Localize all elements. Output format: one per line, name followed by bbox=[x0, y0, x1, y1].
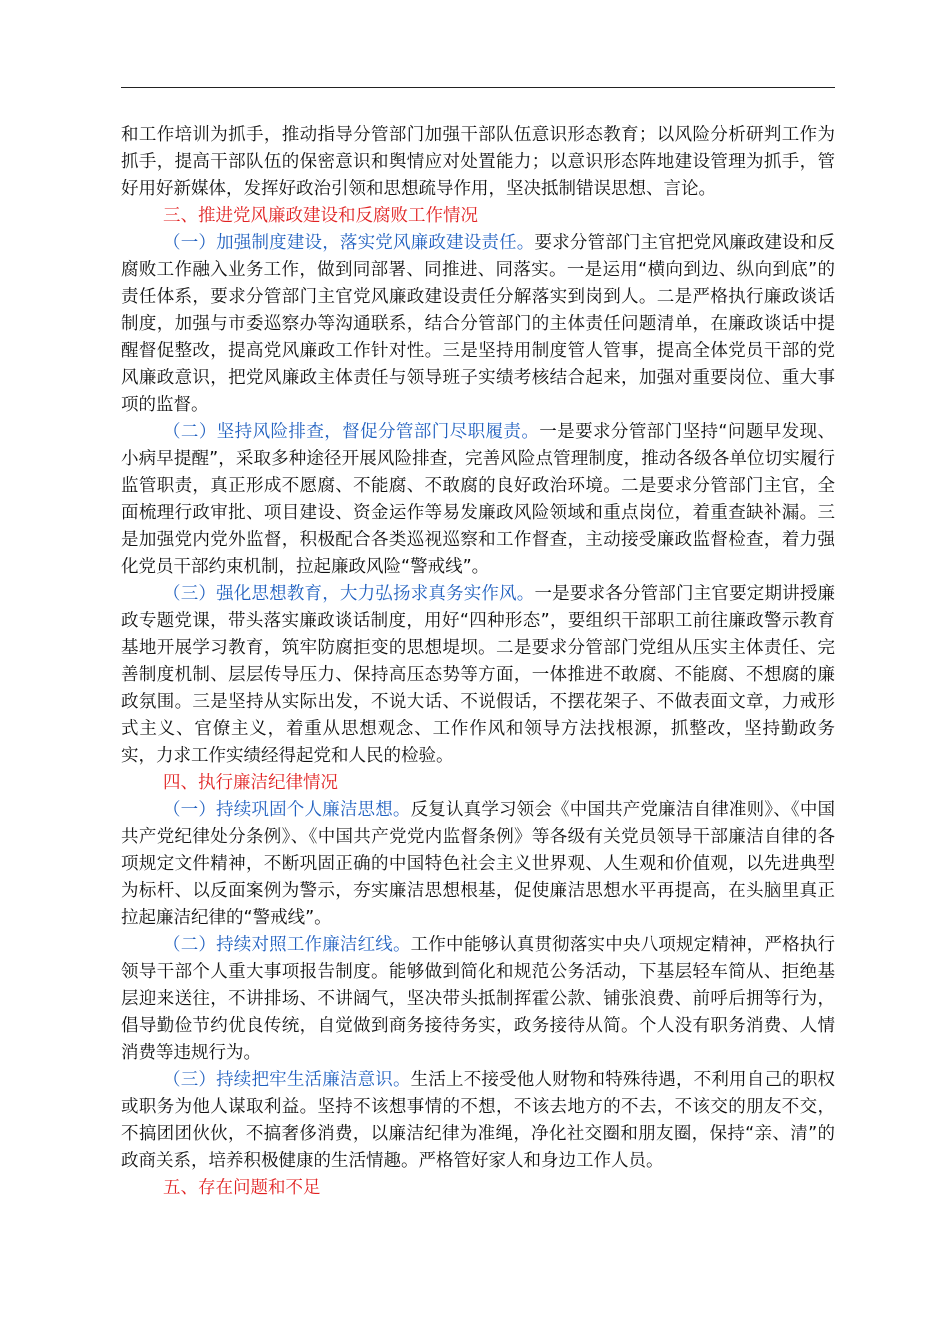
intro-paragraph: 和工作培训为抓手，推动指导分管部门加强干部队伍意识形态教育；以风险分析研判工作为抓手，提高干部队伍的保密意识和舆情应对处置能力；以意识形态阵地建设管理为抓手，管好用好新媒体，发挥好政治引领和思想疏导作用，坚决抵制错误思想、言论。 bbox=[121, 125, 835, 199]
section-4-item-3-body: 生活上不接受他人财物和特殊待遇，不利用自己的职权或职务为他人谋取利益。坚持不该想事情的不想，不该去地方的不去，不该交的朋友不交，不搞团团伙伙，不搞奢侈消费，以廉洁纪律为准绳，净化社交圈和朋友圈，保持“亲、清”的政商关系，培养积极健康的生活情趣。严格管好家人和身边工作人员。 bbox=[121, 1070, 836, 1171]
section-4-item-1 bbox=[121, 797, 835, 932]
section-5-heading: 五、存在问题和不足 bbox=[163, 1178, 321, 1198]
section-3-item-1-body: 要求分管部门主官把党风廉政建设和反腐败工作融入业务工作，做到同部署、同推进、同落实。一是运用“横向到边、纵向到底”的责任体系，要求分管部门主官党风廉政建设责任分解落实到岗到人。二是严格执行廉政谈话制度，加强与市委巡察办等沟通联系，结合分管部门的主体责任问题清单，在廉政谈话中提醒督促整改，提高党风廉政工作针对性。三是坚持用制度管人管事，提高全体党员干部的党风廉政意识，把党风廉政主体责任与领导班子实绩考核结合起来，加强对重要岗位、重大事项的监督。 bbox=[121, 233, 836, 415]
section-4-heading: 四、执行廉洁纪律情况 bbox=[163, 773, 338, 793]
section-3-item-2 bbox=[121, 419, 835, 581]
section-4-item-2-body: 工作中能够认真贯彻落实中央八项规定精神，严格执行领导干部个人重大事项报告制度。能够做到简化和规范公务活动，下基层轻车简从、拒绝基层迎来送往，不讲排场、不讲阔气，坚决带头抵制挥霍公款、铺张浪费、前呼后拥等行为，倡导勤俭节约优良传统，自觉做到商务接待务实，政务接待从简。个人没有职务消费、人情消费等违规行为。 bbox=[121, 935, 836, 1063]
section-4-item-1-body: 反复认真学习领会《中国共产党廉洁自律准则》、《中国共产党纪律处分条例》、《中国共产党党内监督条例》等各级有关党员领导干部廉洁自律的各项规定文件精神，不断巩固正确的中国特色社会主义世界观、人生观和价值观，以先进典型为标杆、以反面案例为警示，夯实廉洁思想根基，促使廉洁思想水平再提高，在头脑里真正拉起廉洁纪律的“警戒线”。 bbox=[121, 800, 835, 928]
section-3-item-2-title: （二）坚持风险排查，督促分管部门尽职履责。 bbox=[163, 422, 540, 442]
section-4-item-1-title: （一）持续巩固个人廉洁思想。 bbox=[163, 800, 411, 820]
section-3-heading: 三、推进党风廉政建设和反腐败工作情况 bbox=[163, 206, 478, 226]
section-3-item-1 bbox=[121, 230, 835, 419]
section-3-item-3 bbox=[121, 581, 835, 770]
header-rule bbox=[121, 87, 835, 88]
section-3-item-1-title: （一）加强制度建设，落实党风廉政建设责任。 bbox=[163, 233, 535, 253]
section-4-item-2 bbox=[121, 932, 835, 1067]
section-3-item-3-body: 一是要求各分管部门主官要定期讲授廉政专题党课，带头落实廉政谈话制度，用好“四种形态”，要组织干部职工前往廉政警示教育基地开展学习教育，筑牢防腐拒变的思想堤坝。二是要求分管部门党组从压实主体责任、完善制度机制、层层传导压力、保持高压态势等方面，一体推进不敢腐、不能腐、不想腐的廉政氛围。三是坚持从实际出发，不说大话、不说假话，不摆花架子、不做表面文章，力戒形式主义、官僚主义，着重从思想观念、工作作风和领导方法找根源，抓整改，坚持勤政务实，力求工作实绩经得起党和人民的检验。 bbox=[121, 584, 836, 766]
section-4-item-2-title: （二）持续对照工作廉洁红线。 bbox=[163, 935, 411, 955]
document-body bbox=[121, 122, 835, 1202]
section-4-item-3 bbox=[121, 1067, 835, 1175]
section-3-item-3-title: （三）强化思想教育，大力弘扬求真务实作风。 bbox=[163, 584, 535, 604]
section-4-item-3-title: （三）持续把牢生活廉洁意识。 bbox=[163, 1070, 411, 1090]
section-3-item-2-body: 一是要求分管部门坚持“问题早发现、小病早提醒”，采取多种途径开展风险排查，完善风险点管理制度，推动各级各单位切实履行监管职责，真正形成不愿腐、不能腐、不敢腐的良好政治环境。二是要求分管部门主官，全面梳理行政审批、项目建设、资金运作等易发廉政风险领域和重点岗位，着重查缺补漏。三是加强党内党外监督，积极配合各类巡视巡察和工作督查，主动接受廉政监督检查，着力强化党员干部约束机制，拉起廉政风险“警戒线”。 bbox=[121, 422, 835, 577]
